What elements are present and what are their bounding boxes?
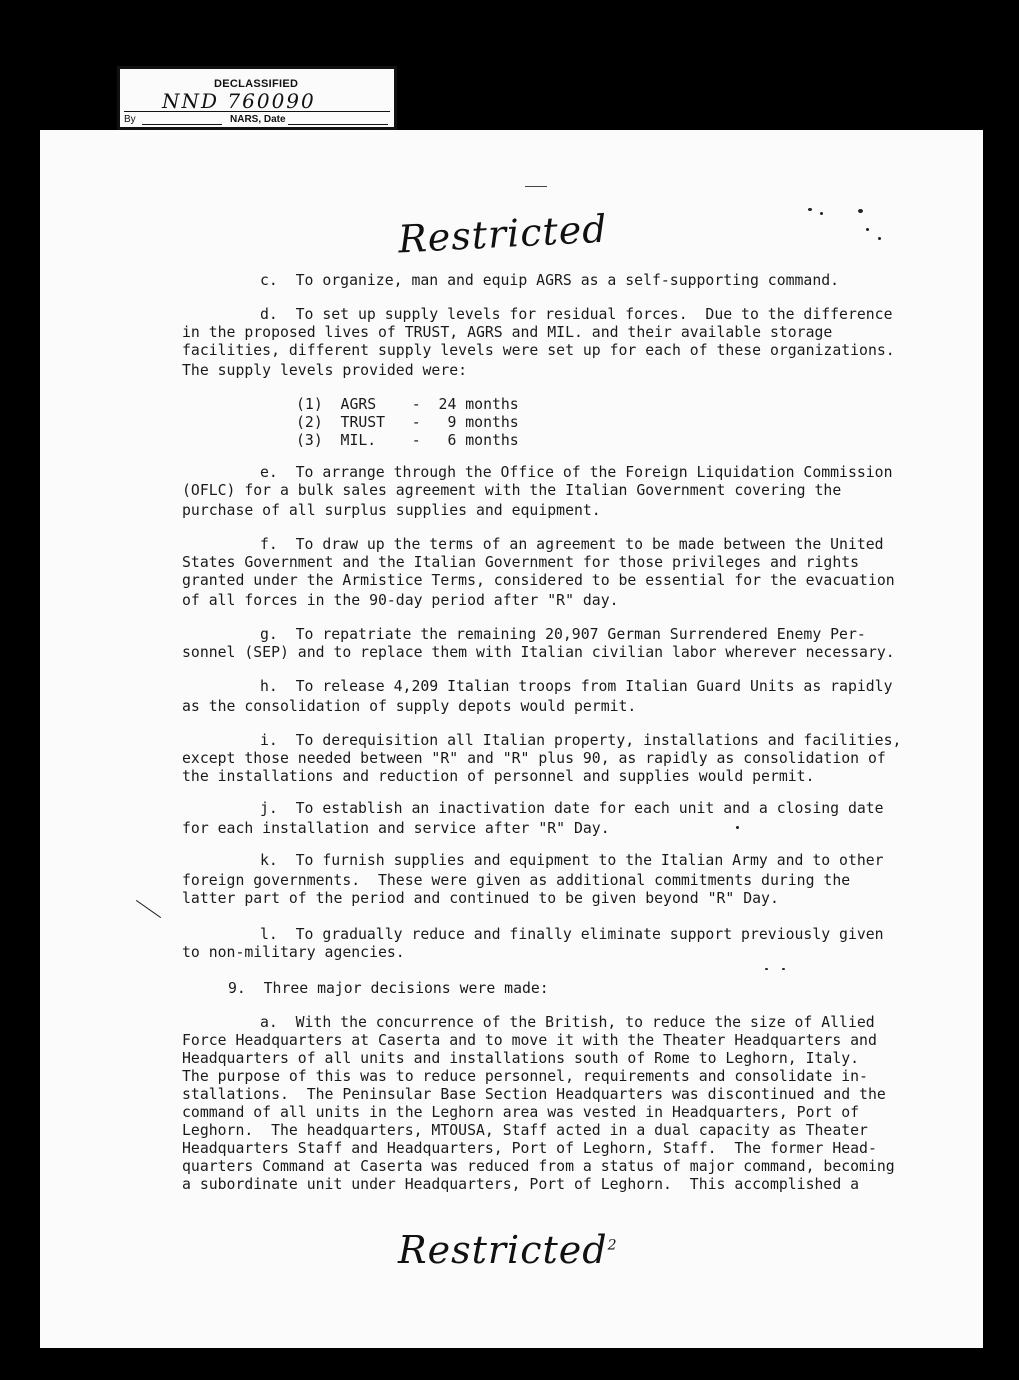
- text-line: command of all units in the Leghorn area was vested in Headquarters, Port of: [182, 1104, 860, 1121]
- text-line: Force Headquarters at Caserta and to move it with the Theater Headquarters and: [182, 1032, 877, 1049]
- text-line: a subordinate unit under Headquarters, Port of Leghorn. This accomplished a: [182, 1176, 860, 1193]
- text-line: l. To gradually reduce and finally eliminate support previously given: [260, 926, 884, 943]
- handwritten-word: Restricted: [398, 1228, 608, 1272]
- scan-speck: [736, 826, 739, 829]
- text-line: quarters Command at Caserta was reduced from a status of major command, becoming: [182, 1158, 895, 1175]
- text-line: h. To release 4,209 Italian troops from Italian Guard Units as rapidly: [260, 678, 893, 695]
- supply-level-item: (3) MIL. - 6 months: [296, 432, 519, 449]
- text-line: Headquarters Staff and Headquarters, Port of Leghorn, Staff. The former Head-: [182, 1140, 877, 1157]
- text-line: latter part of the period and continued to be given beyond "R" Day.: [182, 890, 779, 907]
- scan-speck: [820, 212, 823, 215]
- text-line: i. To derequisition all Italian property, installations and facilities,: [260, 732, 902, 749]
- text-line: e. To arrange through the Office of the Foreign Liquidation Commission: [260, 464, 893, 481]
- text-line: stallations. The Peninsular Base Section Headquarters was discontinued and the: [182, 1086, 886, 1103]
- text-line: (OFLC) for a bulk sales agreement with the Italian Government covering the: [182, 482, 842, 499]
- supply-level-item: (2) TRUST - 9 months: [296, 414, 519, 431]
- text-line: c. To organize, man and equip AGRS as a self-supporting command.: [260, 272, 840, 289]
- text-line: purchase of all surplus supplies and equipment.: [182, 502, 601, 519]
- text-line: of all forces in the 90-day period after "R" day.: [182, 592, 619, 609]
- scan-speck: [858, 209, 863, 213]
- text-line: except those needed between "R" and "R" plus 90, as rapidly as consolidation of: [182, 750, 886, 767]
- handwritten-restricted-top: Restricted: [396, 206, 609, 262]
- text-line: g. To repatriate the remaining 20,907 German Surrendered Enemy Per-: [260, 626, 866, 643]
- text-line: granted under the Armistice Terms, considered to be essential for the evacuation: [182, 572, 895, 589]
- text-line: j. To establish an inactivation date for each unit and a closing date: [260, 800, 884, 817]
- text-line: a. With the concurrence of the British, to reduce the size of Allied: [260, 1014, 875, 1031]
- nars-date-label: NARS, Date: [230, 114, 286, 125]
- text-line: The purpose of this was to reduce personnel, requirements and consolidate in-: [182, 1068, 868, 1085]
- text-line: as the consolidation of supply depots would permit.: [182, 698, 637, 715]
- declassified-label: DECLASSIFIED: [214, 78, 299, 90]
- text-line: foreign governments. These were given as additional commitments during the: [182, 872, 851, 889]
- text-line: d. To set up supply levels for residual forces. Due to the difference: [260, 306, 893, 323]
- scan-speck: [782, 968, 785, 970]
- text-line: Leghorn. The headquarters, MTOUSA, Staff acted in a dual capacity as Theater: [182, 1122, 868, 1139]
- text-line: The supply levels provided were:: [182, 362, 468, 379]
- authority-number: NND 760090: [162, 89, 316, 113]
- scan-speck: [878, 237, 881, 240]
- page-number: 2: [607, 1237, 618, 1254]
- scan-mark: [525, 186, 547, 187]
- text-line: Headquarters of all units and installations south of Rome to Leghorn, Italy.: [182, 1050, 860, 1067]
- text-line: f. To draw up the terms of an agreement to be made between the United: [260, 536, 884, 553]
- scan-speck: [808, 208, 812, 211]
- text-line: for each installation and service after "R" Day.: [182, 820, 610, 837]
- scan-speck: [866, 228, 869, 231]
- scan-speck: [765, 968, 768, 970]
- section-heading: 9. Three major decisions were made:: [228, 980, 549, 997]
- text-line: the installations and reduction of personnel and supplies would permit.: [182, 768, 815, 785]
- text-line: States Government and the Italian Government for those privileges and rights: [182, 554, 860, 571]
- handwritten-restricted-bottom: [398, 1228, 617, 1272]
- text-line: k. To furnish supplies and equipment to the Italian Army and to other: [260, 852, 884, 869]
- text-line: to non-military agencies.: [182, 944, 405, 961]
- text-line: facilities, different supply levels were set up for each of these organizations.: [182, 342, 895, 359]
- by-label: By: [124, 114, 136, 125]
- text-line: sonnel (SEP) and to replace them with Italian civilian labor wherever necessary.: [182, 644, 895, 661]
- text-line: in the proposed lives of TRUST, AGRS and MIL. and their available storage: [182, 324, 833, 341]
- supply-level-item: (1) AGRS - 24 months: [296, 396, 519, 413]
